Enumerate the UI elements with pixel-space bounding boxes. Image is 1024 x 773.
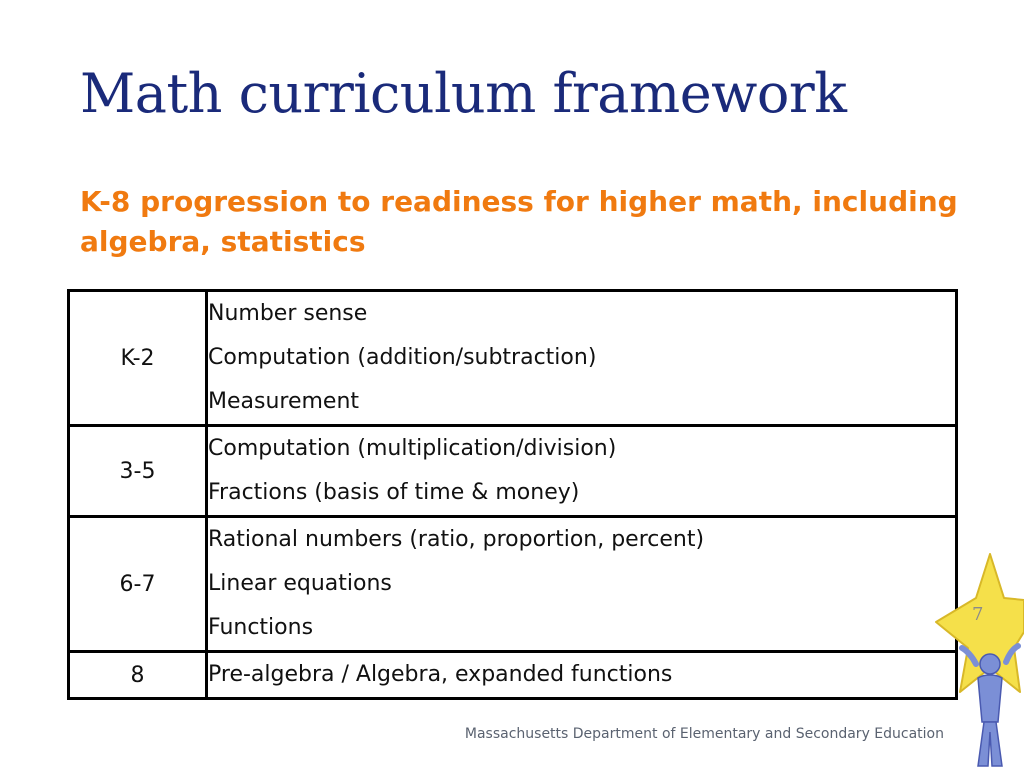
table-row [69,426,957,517]
grade-cell: 6-7 [69,517,207,652]
slide-footer: Massachusetts Department of Elementary and Secondary Education [464,726,944,742]
topic-item: Pre-algebra / Algebra, expanded functions [208,662,673,687]
table-row [69,652,957,699]
curriculum-table-body [69,291,957,699]
curriculum-table [67,289,958,700]
slide-title: Math curriculum framework [80,62,847,125]
topics-cell [207,426,957,517]
grade-cell: 3-5 [69,426,207,517]
topic-item: Measurement [208,389,360,414]
table-row [69,517,957,652]
table-row [69,291,957,426]
topics-cell [207,291,957,426]
grade-cell: 8 [69,652,207,699]
slide-subtitle: K-8 progression to readiness for higher math, including algebra, statistics [80,185,958,258]
topics-cell [207,517,957,652]
page-number: 7 [972,604,984,625]
topic-item: Linear equations [208,571,392,596]
topic-item: Computation (addition/subtraction) [208,345,597,370]
topic-item: Computation (multiplication/division) [208,436,617,461]
topic-item: Rational numbers (ratio, proportion, percent) [208,527,705,552]
topic-item: Number sense [208,301,368,326]
grade-cell: K-2 [69,291,207,426]
topics-cell [207,652,957,699]
star-figure-icon [934,552,1024,768]
topic-item: Functions [208,615,314,640]
topic-item: Fractions (basis of time & money) [208,480,580,505]
